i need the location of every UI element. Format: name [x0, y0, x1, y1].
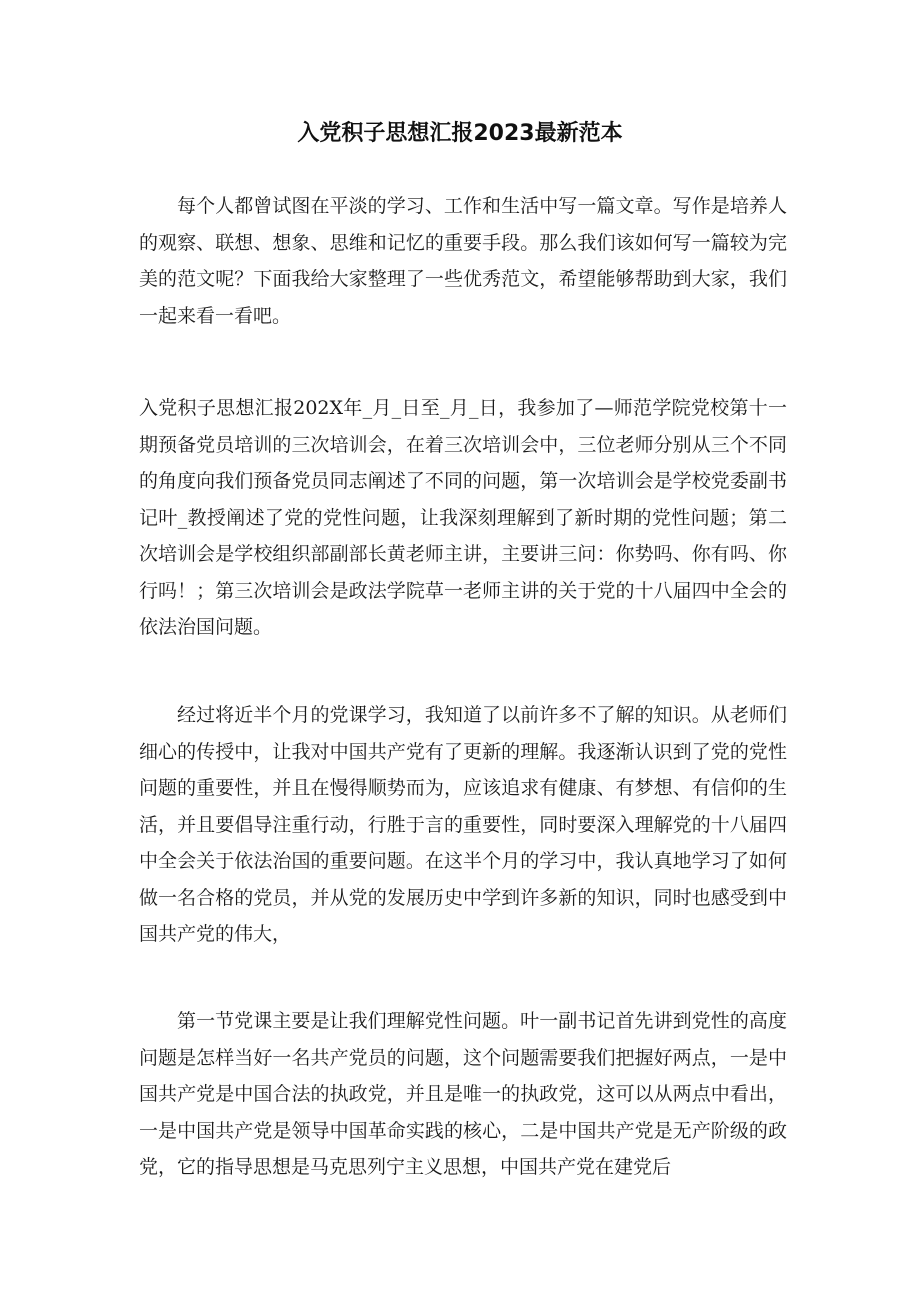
paragraph-intro: 每个人都曾试图在平淡的学习、工作和生活中写一篇文章。写作是培养人的观察、联想、想象、思维和记忆的重要手段。那么我们该如何写一篇较为完美的范文呢？下面我给大家整理了一些优秀范文，希望能够帮助到大家，我们一起来看一看吧。 [139, 195, 787, 327]
paragraph-report-opening: 入党积子思想汇报202X年_月_日至_月_日，我参加了—师范学院党校第十一期预备党员培训的三次培训会，在着三次培训会中，三位老师分别从三个不同的角度向我们预备党员同志阐述了不同的问题，第一次培训会是学校党委副书记叶_教授阐述了党的党性问题，让我深刻理解到了新时期的党性问题；第二次培训会是学校组织部副部长黄老师主讲，主要讲三问：你势吗、你有吗、你行吗！；第三次培训会是政法学院草一老师主讲的关于党的十八届四中全会的依法治国问题。 [139, 397, 787, 638]
document-title: 入党积子思想汇报2023最新范本 [297, 121, 623, 146]
paragraph-learning-summary: 经过将近半个月的党课学习，我知道了以前许多不了解的知识。从老师们细心的传授中，让我对中国共产党有了更新的理解。我逐渐认识到了党的党性问题的重要性，并且在慢得顺势而为，应该追求有健康、有梦想、有信仰的生活，并且要倡导注重行动，行胜于言的重要性，同时要深入理解党的十八届四中全会关于依法治国的重要问题。在这半个月的学习中，我认真地学习了如何做一名合格的党员，并从党的发展历史中学到许多新的知识，同时也感受到中国共产党的伟大， [139, 704, 787, 945]
paragraph-first-lesson: 第一节党课主要是让我们理解党性问题。叶一副书记首先讲到党性的高度问题是怎样当好一名共产党员的问题，这个问题需要我们把握好两点，一是中国共产党是中国合法的执政党，并且是唯一的执政党，这可以从两点中看出，一是中国共产党是领导中国革命实践的核心，二是中国共产党是无产阶级的政党，它的指导思想是马克思列宁主义思想，中国共产党在建党后 [139, 1010, 787, 1178]
